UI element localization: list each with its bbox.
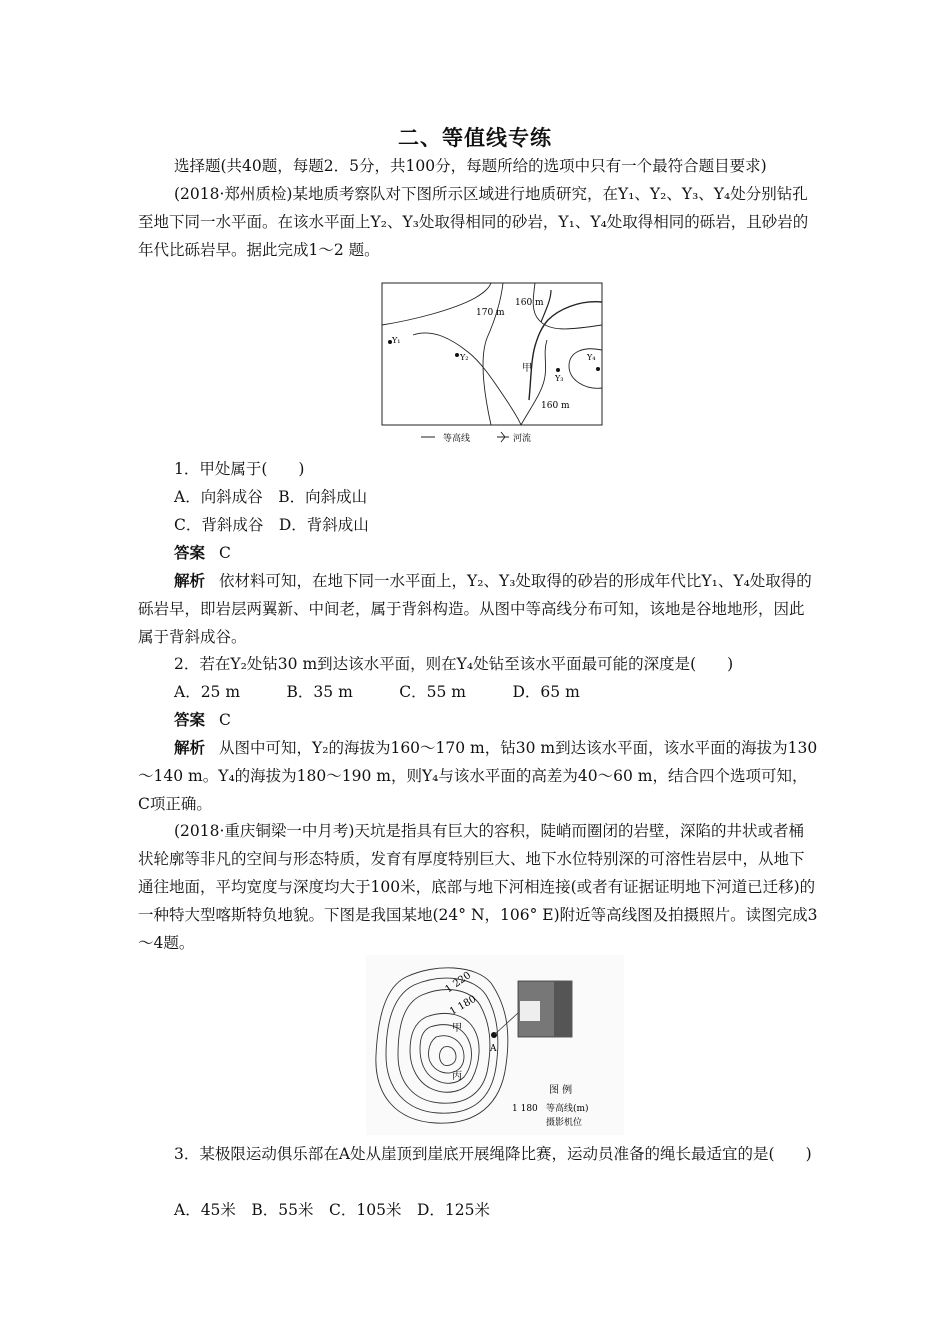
contour-map-figure-2 [366,955,624,1135]
question-1-options-cd: C．背斜成谷 D．背斜成山 [174,516,369,534]
point-y4 [596,367,600,371]
cliff-photo-sky [520,1001,540,1021]
label-160m-bottom: 160 m [541,401,570,411]
section-instructions: 选择题(共40题，每题2．5分，共100分，每题所给的选项中只有一个最符合题目要求) [174,157,767,175]
label-jia-2: 甲 [452,1023,462,1034]
analysis-text: 从图中可知，Y₂的海拔为160～170 m，钻30 m到达该水平面，该水平面的海拔为130～140 m。Y₄的海拔为180～190 m，则Y₄与该水平面的高差为40～60 m，结合四个选项可知，C项正确。 [138,739,818,813]
question-1-analysis [138,567,818,651]
answer-value: C [219,711,231,729]
question-1-options-ab: A．向斜成谷 B．向斜成山 [174,488,368,506]
question-1-answer [138,539,854,567]
analysis-label: 解析 [174,571,206,590]
legend-2-title: 图 例 [549,1085,573,1096]
legend-river-symbol [497,432,509,442]
label-a: A [490,1044,497,1054]
question-group-2-stem: (2018·重庆铜梁一中月考)天坑是指具有巨大的容积，陡峭而圈闭的岩壁，深陷的井状或者桶状轮廓等非凡的空间与形态特质，发育有厚度特别巨大、地下水位特别深的可溶性岩层中，从地下通往地面，平均宽度与深度均大于100米，底部与地下河相连接(或者有证据证明地下河道已迁移)的一种特大型喀斯特负地貌。下图是我国某地(24° N，106° E)附近等高线图及拍摄照片。读图完成3～4题。 [138,822,818,952]
analysis-text: 依材料可知，在地下同一水平面上，Y₂、Y₃处取得的砂岩的形成年代比Y₁、Y₄处取得的砾岩早，即岩层两翼新、中间老，属于背斜构造。从图中等高线分布可知，该地是谷地地形，因此属于背斜成谷。 [138,572,812,646]
question-2-analysis [138,734,818,818]
legend-2-camera-label: 摄影机位 [546,1118,583,1128]
question-2-stem: 2．若在Y₂处钻30 m到达该水平面，则在Y₄处钻至该水平面最可能的深度是( ) [174,655,734,673]
question-group-1-stem: (2018·郑州质检)某地质考察队对下图所示区域进行地质研究，在Y₁、Y₂、Y₃、Y₄处分别钻孔至地下同一水平面。在该水平面上Y₂、Y₃处取得相同的砂岩，Y₁、Y₄处取得相同的砾岩，且砂岩的年代比砾岩早。据此完成1～2 题。 [138,185,809,259]
contour-map-1-svg [373,280,605,448]
label-y1: Y₁ [392,336,401,345]
question-2-options: A．25 m B．35 m C．55 m D．65 m [174,683,580,701]
label-bing: 丙 [452,1071,462,1082]
contour-map-figure-1 [373,280,605,448]
legend-river-label: 河流 [513,434,532,444]
point-y3 [556,368,560,372]
page-title: 二、等值线专练 [398,125,552,150]
cliff-photo-shadow [554,981,572,1037]
answer-value: C [219,544,231,562]
label-jia: 甲 [522,363,532,374]
label-170m: 170 m [476,308,505,318]
label-y3: Y₃ [555,374,564,383]
question-1-stem: 1．甲处属于( ) [174,460,305,478]
point-y2 [455,353,459,357]
question-2-answer [138,706,854,734]
label-y2: Y₂ [460,353,469,362]
label-1220: 1 220 [443,970,474,996]
contour-map-2-svg [366,955,624,1135]
answer-label: 答案 [174,710,206,729]
analysis-label: 解析 [174,738,206,757]
answer-label: 答案 [174,543,206,562]
question-3-stem: 3．某极限运动俱乐部在A处从崖顶到崖底开展绳降比赛，运动员准备的绳长最适宜的是( ) [174,1145,812,1163]
label-160m-top: 160 m [515,298,544,308]
label-1180: 1 180 [448,993,479,1018]
legend-contour-label: 等高线 [443,434,471,444]
legend-2-contour-value: 1 180 [512,1104,538,1114]
label-y4: Y₄ [587,353,596,362]
question-3-options: A．45米 B．55米 C．105米 D．125米 [174,1201,490,1219]
legend-2-contour-label: 等高线(m) [546,1104,589,1114]
